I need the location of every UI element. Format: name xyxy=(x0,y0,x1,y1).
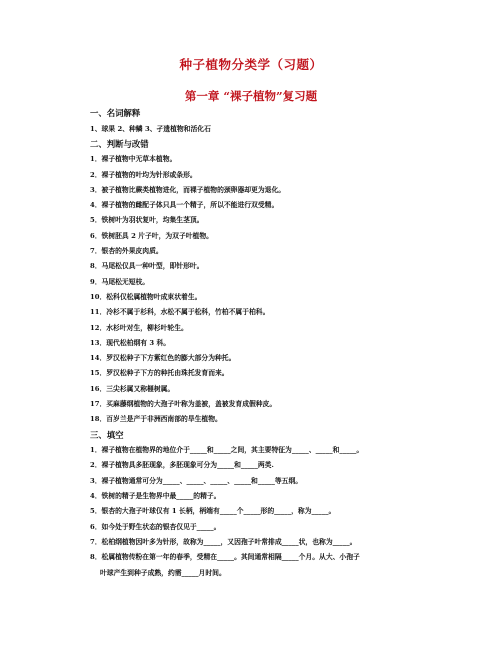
fill-in-item: 4．铁树的精子是生物界中最_____的精子。 xyxy=(90,492,221,501)
chapter-subtitle: 第一章 “裸子植物”复习题 xyxy=(184,89,318,103)
true-false-item: 4．裸子植物的雌配子体只具一个精子，所以不能进行双受精。 xyxy=(90,201,279,210)
true-false-item: 8．马尾松仅具一种叶型，即针形叶。 xyxy=(90,262,204,271)
true-false-item: 16．三尖杉属又称榧树属。 xyxy=(90,384,175,393)
definition-terms-line: 1、球果 2、种鳞 3、孑遗植物和活化石 xyxy=(90,124,211,133)
section-heading-true-false: 二、判断与改错 xyxy=(90,138,149,149)
fill-in-item: 6．如今处于野生状态的银杏仅见于_____。 xyxy=(90,522,221,531)
true-false-item: 14．罗汉松种子下方紫红色的膨大部分为种托。 xyxy=(90,354,236,363)
exercise-content xyxy=(90,106,420,581)
true-false-item: 13．现代松柏纲有 3 科。 xyxy=(90,338,171,347)
true-false-item: 5．铁树叶为羽状复叶，均集生茎顶。 xyxy=(90,216,204,225)
true-false-item: 2．裸子植物的叶均为针形或条形。 xyxy=(90,170,197,179)
fill-in-item-continuation: 叶球产生到种子成熟，约需_____月时间。 xyxy=(100,568,226,577)
true-false-item: 12．水杉叶对生，柳杉叶轮生。 xyxy=(90,323,188,332)
true-false-item: 18．百岁兰是产于非洲西南部的旱生植物。 xyxy=(90,415,222,424)
true-false-item: 9．马尾松无短枝。 xyxy=(90,277,150,286)
fill-in-item: 2．裸子植物具多胚现象，多胚现象可分为_____和_____两类. xyxy=(90,461,274,470)
section-heading-fill-in: 三、填空 xyxy=(90,429,124,440)
true-false-item: 7．银杏的外果皮肉质。 xyxy=(90,247,163,256)
fill-in-item: 7．松柏纲植物因叶多为针形，故称为_____，又因孢子叶常排成_____状，也称为_____。 xyxy=(90,537,357,546)
true-false-item: 6．铁树胚具 2 片子叶，为双子叶植物。 xyxy=(90,231,213,240)
true-false-item: 11．冷杉不属于杉科，水松不属于松科，竹柏不属于柏科。 xyxy=(90,308,270,317)
fill-in-item: 8．松属植物传粉在第一年的春季，受精在_____。其间通常相隔_____个月。从大、小孢子 xyxy=(90,553,360,562)
true-false-item: 1．裸子植物中无草本植物。 xyxy=(90,155,177,164)
fill-in-item: 3．裸子植物通常可分为_____、_____、_____、_____和_____等五纲。 xyxy=(90,476,303,485)
true-false-item: 15．罗汉松种子下方的种托由珠托发育而来。 xyxy=(90,369,229,378)
true-false-item: 10．松科仅松属植物叶成束状着生。 xyxy=(90,292,202,301)
fill-in-item: 5．银杏的大孢子叶球仅有 1 长柄，柄端有_____个_____形的_____，称为_____。 xyxy=(90,507,336,516)
true-false-item: 3．被子植物比蕨类植物进化，而裸子植物的颈卵器却更为退化。 xyxy=(90,185,286,194)
document-title: 种子植物分类学（习题） xyxy=(179,57,323,72)
fill-in-item: 1．裸子植物在植物界的地位介于_____和_____之间，其主要特征为_____、_____和_____。 xyxy=(90,446,364,455)
true-false-item: 17．买麻藤纲植物的大孢子叶称为盖被，盖被发育成假种皮。 xyxy=(90,400,277,409)
section-heading-definitions: 一、名词解释 xyxy=(90,108,141,118)
